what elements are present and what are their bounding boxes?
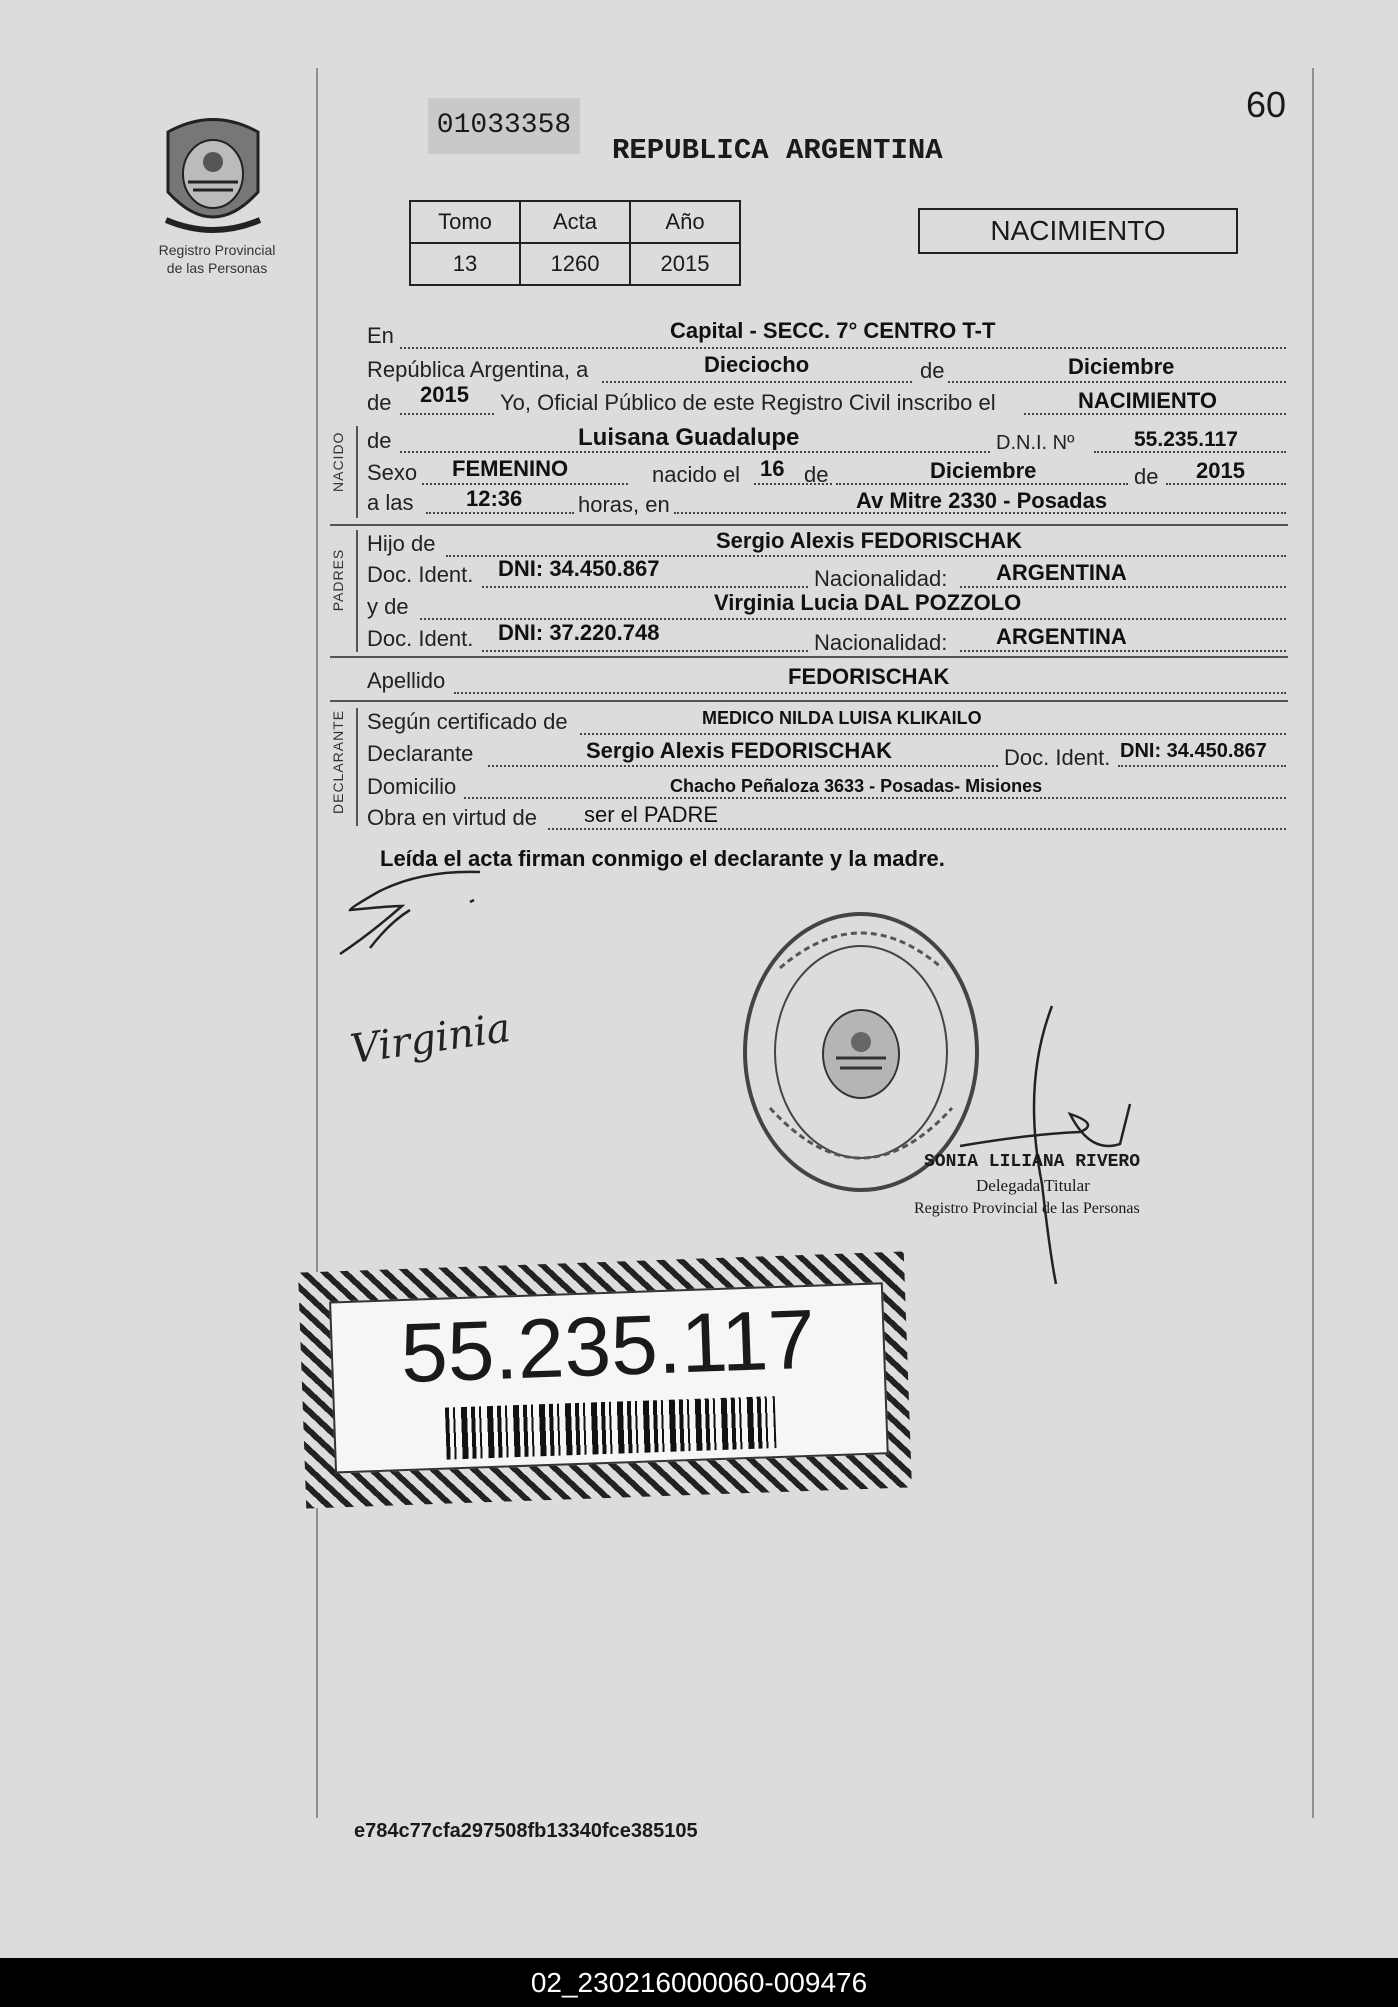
acta-value: 1260 [520,243,630,285]
mother-nac-label: Nacionalidad: [814,630,948,655]
barcode-sticker [298,1251,912,1508]
padres-bracket [356,530,358,652]
mother-doc-value: DNI: 37.220.748 [498,620,660,645]
declarante-label: Declarante [367,741,474,766]
page-number: 60 [1246,84,1287,125]
oficial-text: Yo, Oficial Público de este Registro Civil inscribo el [500,390,996,415]
dni-value: 55.235.117 [1134,428,1238,451]
separator-apellido-declarante [330,700,1288,702]
time-value: 12:36 [466,486,523,511]
doc-type-box: NACIMIENTO [918,208,1238,254]
year-dots [400,413,494,415]
province-shield-icon [158,112,268,240]
de2-label: de [804,462,829,487]
segun-value: MEDICO NILDA LUISA KLIKAILO [702,708,982,728]
de3-label: de [1134,464,1159,489]
document-hash: e784c77cfa297508fb13340fce385105 [354,1820,698,1842]
father-doc-dots [482,586,808,588]
tomo-value: 13 [410,243,520,285]
barcode-inner [329,1282,889,1473]
acta-header: Acta [520,201,630,243]
declarante-bracket [356,708,358,826]
mother-nac-dots [960,650,1286,652]
day-value: Dieciocho [704,352,810,377]
en-value: Capital - SECC. 7° CENTRO T-T [670,318,996,343]
dni-label: D.N.I. Nº [996,432,1075,454]
month-value: Diciembre [1068,354,1175,379]
obra-label: Obra en virtud de [367,805,537,830]
domicilio-label: Domicilio [367,774,457,799]
left-margin-line [316,68,318,1818]
side-label-declarante: DECLARANTE [330,709,346,814]
year-value: 2015 [420,382,469,407]
father-nac-dots [960,586,1286,588]
official-title: Delegada Titular [976,1176,1090,1195]
declarante-doc-dots [1118,765,1286,767]
time-dots [426,512,574,514]
mother-value: Virginia Lucia DAL POZZOLO [714,590,1022,615]
day-dots [602,381,912,383]
father-doc-value: DNI: 34.450.867 [498,556,660,581]
domicilio-value: Chacho Peñaloza 3633 - Posadas- Misiones [670,776,1043,796]
declarante-doc-value: DNI: 34.450.867 [1120,740,1267,762]
birth-year-value: 2015 [1196,458,1245,483]
declarante-doc-label: Doc. Ident. [1004,745,1111,770]
declarante-dots [488,765,998,767]
name-label: de [367,428,392,453]
mother-doc-dots [482,650,808,652]
republica-label: República Argentina, a [367,357,589,382]
yde-label: y de [367,594,409,619]
serial-number: 01033358 [428,98,580,154]
barcode-icon [445,1396,777,1459]
mother-doc-label: Doc. Ident. [367,626,474,651]
anio-value: 2015 [630,243,740,285]
month-dots [948,381,1286,383]
apellido-value: FEDORISCHAK [788,664,950,689]
year-prefix: de [367,390,392,415]
father-value: Sergio Alexis FEDORISCHAK [716,528,1023,553]
de-label: de [920,358,945,383]
logo-caption-line1: Registro Provincial [158,242,276,258]
official-signature [930,1004,1150,1294]
side-label-padres: PADRES [330,548,346,612]
declarant-signature [330,862,490,962]
father-nac-label: Nacionalidad: [814,566,948,591]
footer-id: 02_230216000060-009476 [0,1958,1398,2007]
right-margin-line [1312,68,1314,1818]
obra-value: ser el PADRE [584,802,719,827]
name-value: Luisana Guadalupe [578,424,800,451]
province-logo [158,112,268,240]
official-name: SONIA LILIANA RIVERO [924,1152,1141,1172]
apellido-label: Apellido [367,668,446,693]
place-value: Av Mitre 2330 - Posadas [856,488,1108,513]
birth-day-value: 16 [760,456,785,481]
mother-nac-value: ARGENTINA [996,624,1127,649]
nacido-label: nacido el [652,462,741,487]
nacido-bracket [356,426,358,518]
logo-caption-line2: de las Personas [166,260,268,276]
anio-header: Año [630,201,740,243]
declarante-value: Sergio Alexis FEDORISCHAK [586,738,893,763]
official-office: Registro Provincial de las Personas [914,1200,1140,1217]
separator-padres-apellido [330,656,1288,658]
tomo-header: Tomo [410,201,520,243]
tipo-value: NACIMIENTO [1078,388,1217,413]
sexo-label: Sexo [367,460,418,485]
segun-dots [580,733,1286,735]
closing-text: Leída el acta firman conmigo el declarante y la madre. [380,846,945,871]
en-dots [400,347,1286,349]
sexo-value: FEMENINO [452,456,569,481]
segun-label: Según certificado de [367,709,568,734]
horas-label: horas, en [578,492,670,517]
tomo-acta-table [409,200,741,286]
country-title: REPUBLICA ARGENTINA [612,134,943,167]
side-label-nacido: NACIDO [330,431,346,492]
obra-dots [548,828,1286,830]
birth-month-value: Diciembre [930,458,1037,483]
alas-label: a las [367,490,414,515]
father-nac-value: ARGENTINA [996,560,1127,585]
mother-signature: Virginia [347,1005,514,1073]
hijo-label: Hijo de [367,531,436,556]
en-label: En [367,323,394,348]
father-doc-label: Doc. Ident. [367,562,474,587]
sexo-dots [422,483,628,485]
domicilio-dots [464,797,1286,799]
apellido-dots [454,692,1286,694]
separator-nacido-padres [330,524,1288,526]
barcode-number: 55.235.117 [399,1291,817,1401]
